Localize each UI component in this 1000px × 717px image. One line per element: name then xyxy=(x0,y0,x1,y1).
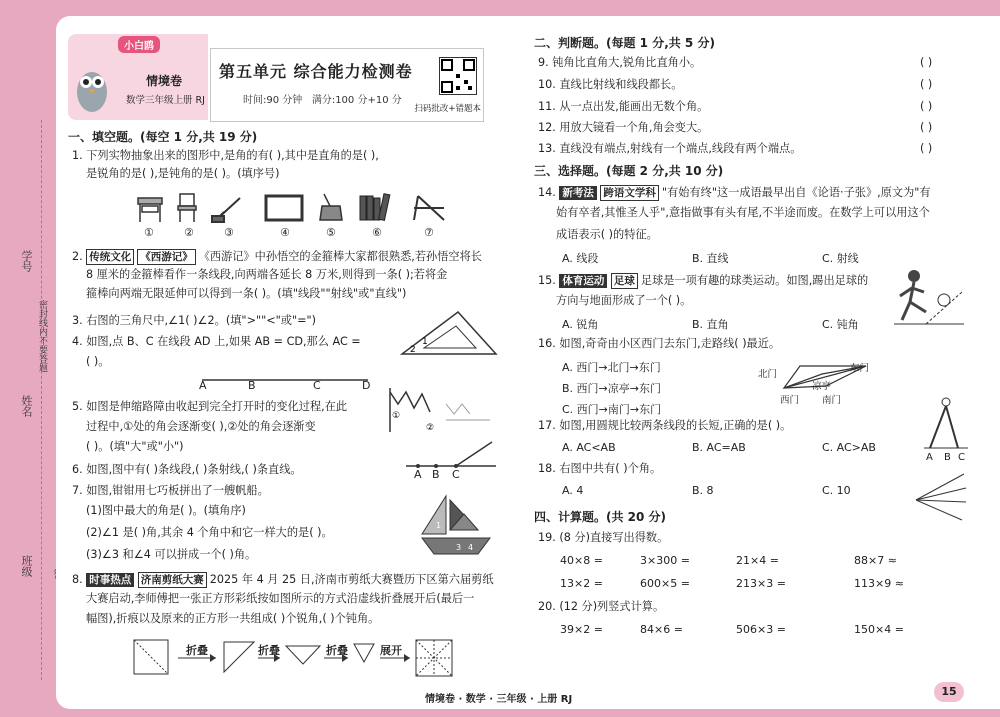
q14-line1: 14. 新考法 跨语文学科 "有始有终"这一成语最早出自《论语·子张》,原文为"有 xyxy=(538,186,931,199)
map-north-gate: 北门 xyxy=(758,369,778,380)
q14-option-b[interactable]: B. 直线 xyxy=(692,252,729,265)
q12-text: 12. 用放大镜看一个角,角会变大。 xyxy=(538,121,709,134)
q6-point-b: B xyxy=(432,468,440,481)
q1-item-7: ⑦ xyxy=(424,226,434,239)
q4-point-b: B xyxy=(248,379,256,392)
paper-title: 第五单元 综合能力检测卷 xyxy=(219,62,413,81)
svg-text:4: 4 xyxy=(468,543,474,552)
unfold-label: 展开 xyxy=(380,644,402,657)
calc-r3-c1: 39×2 = xyxy=(560,623,603,636)
q1-line1: 1. 下列实物抽象出来的图形中,是角的有( ),其中是直角的是( ), xyxy=(72,149,379,162)
desk-icon xyxy=(138,198,162,222)
q17-text: 17. 如图,用圆规比较两条线段的长短,正确的是( )。 xyxy=(538,419,792,432)
blackboard-icon xyxy=(266,196,302,220)
svg-text:3: 3 xyxy=(456,543,462,552)
q15-soccer-player-diagram xyxy=(892,266,966,328)
q6-text: 6. 如图,图中有( )条线段,( )条射线,( )条直线。 xyxy=(72,463,302,476)
q13-answer-blank[interactable]: ( ) xyxy=(920,142,933,155)
q15-option-c[interactable]: C. 钝角 xyxy=(822,318,859,331)
calc-r2-c4: 113×9 ≈ xyxy=(854,577,904,590)
q1-item-4: ④ xyxy=(280,226,290,239)
compass-set-square-icon xyxy=(414,196,444,220)
q2-tag2: 《西游记》 xyxy=(137,249,196,265)
q15-tag: 体育运动 xyxy=(559,274,607,288)
map-south-gate: 南门 xyxy=(822,395,842,406)
section-calc-heading: 四、计算题。(共 20 分) xyxy=(534,510,667,524)
calc-r1-c4: 88×7 ≈ xyxy=(854,554,897,567)
q4-point-c: C xyxy=(313,379,321,392)
paper-time-score xyxy=(243,91,402,106)
q8-text-a: 2025 年 4 月 25 日,济南市剪纸大赛暨历下区第六届剪纸 xyxy=(209,573,494,586)
q1-item-2: ② xyxy=(184,226,194,239)
svg-text:1: 1 xyxy=(422,337,428,347)
q3-triangle-ruler-diagram xyxy=(400,308,500,358)
margin-label-name: 姓名 xyxy=(20,395,33,417)
q16-option-a[interactable]: A. 西门→北门→东门 xyxy=(562,361,661,374)
q14-text-a: "有始有终"这一成语最早出自《论语·子张》,原文为"有 xyxy=(661,186,931,199)
calc-r1-c3: 21×4 = xyxy=(736,554,779,567)
margin-label-class: 班级 xyxy=(20,555,33,577)
svg-text:1: 1 xyxy=(436,521,442,530)
q14-line2: 始有卒者,其惟圣人乎",意指做事有头有尾,不半途而废。在数学上可以用这个 xyxy=(556,206,930,219)
q8-line2: 大赛启动,李师傅把一张正方形彩纸按如图所示的方式沿虚线折叠展开后(最后一 xyxy=(86,592,475,605)
q2-line1: 2. 传统文化 《西游记》 《西游记》中孙悟空的金箍棒大家都很熟悉,若孙悟空将长 xyxy=(72,250,482,263)
q5-line3: ( )。(填"大"或"小") xyxy=(86,440,184,453)
q1-item-6: ⑥ xyxy=(372,226,382,239)
fold-label-1: 折叠 xyxy=(186,644,208,657)
q14-option-c[interactable]: C. 射线 xyxy=(822,252,859,265)
q4-point-d: D xyxy=(362,379,371,392)
section-choice-heading: 三、选择题。(每题 2 分,共 10 分) xyxy=(534,164,724,178)
svg-text:②: ② xyxy=(426,423,435,433)
q19-text: 19. (8 分)直接写出得数。 xyxy=(538,531,669,544)
binding-margin xyxy=(0,0,56,717)
q2-line2: 8 厘米的金箍棒看作一条线段,向两端各延长 8 万米,则得到一条( );若将金 xyxy=(86,268,448,281)
q2-text-a: 《西游记》中孙悟空的金箍棒大家都很熟悉,若孙悟空将长 xyxy=(198,250,482,263)
q9-text: 9. 钝角比直角大,锐角比直角小。 xyxy=(538,56,702,69)
chair-icon xyxy=(178,194,196,222)
q5-line1: 5. 如图是伸缩路障由收起到完全打开时的变化过程,在此 xyxy=(72,400,348,413)
q1-item-5: ⑤ xyxy=(326,226,336,239)
q14-tag2: 跨语文学科 xyxy=(600,185,659,201)
q17-option-a[interactable]: A. AC<AB xyxy=(562,441,616,454)
q1-item-3: ③ xyxy=(224,226,234,239)
svg-text:2: 2 xyxy=(410,345,416,355)
q7-part3: (3)∠3 和∠4 可以拼成一个( )角。 xyxy=(86,548,257,561)
map-east-gate: 东门 xyxy=(850,363,870,374)
q8-folding-diagram xyxy=(130,636,456,678)
q16-option-b[interactable]: B. 西门→凉亭→东门 xyxy=(562,382,661,395)
q9-answer-blank[interactable]: ( ) xyxy=(920,56,933,69)
margin-label-student-id: 学号 xyxy=(20,250,33,272)
q15-text-a: 足球是一项有趣的球类运动。如图,踢出足球的 xyxy=(640,274,869,287)
svg-text:①: ① xyxy=(392,411,401,421)
q18-text: 18. 右图中共有( )个角。 xyxy=(538,462,662,475)
calc-r2-c2: 600×5 = xyxy=(640,577,690,590)
books-icon xyxy=(360,194,390,221)
q15-option-a[interactable]: A. 锐角 xyxy=(562,318,599,331)
q1-line2: 是锐角的是( ),是钝角的是( )。(填序号) xyxy=(86,167,280,180)
q8-tag: 时事热点 xyxy=(86,573,134,587)
q16-option-c[interactable]: C. 西门→南门→东门 xyxy=(562,403,662,416)
section-judge-heading: 二、判断题。(每题 1 分,共 5 分) xyxy=(534,36,715,50)
header-box xyxy=(210,48,484,122)
brand-subject: 数学三年级上册 RJ xyxy=(126,95,205,106)
calc-r2-c3: 213×3 = xyxy=(736,577,786,590)
q4-line2: ( )。 xyxy=(86,355,110,368)
q7-part2: (2)∠1 是( )角,其余 4 个角中和它一样大的是( )。 xyxy=(86,526,333,539)
brand-logo: 小白鸥 xyxy=(118,36,160,53)
q2-line3: 箍棒向两端无限延伸可以得到一条( )。(填"线段""射线"或"直线") xyxy=(86,287,407,300)
q18-option-a[interactable]: A. 4 xyxy=(562,484,584,497)
q10-answer-blank[interactable]: ( ) xyxy=(920,78,933,91)
q1-objects-drawing xyxy=(128,190,448,230)
q16-text: 16. 如图,奇奇由小区西门去东门,走路线( )最近。 xyxy=(538,337,781,350)
fold-label-3: 折叠 xyxy=(326,644,348,657)
q2-tag: 传统文化 xyxy=(86,249,134,265)
page-number: 15 xyxy=(934,682,964,702)
calc-r1-c1: 40×8 = xyxy=(560,554,603,567)
map-west-gate: 西门 xyxy=(780,395,800,406)
q20-text: 20. (12 分)列竖式计算。 xyxy=(538,600,665,613)
calc-r3-c4: 150×4 = xyxy=(854,623,904,636)
q11-answer-blank[interactable]: ( ) xyxy=(920,100,933,113)
q17-point-c: C xyxy=(958,452,965,463)
seal-dashed-line xyxy=(41,120,42,680)
q4-line1: 4. 如图,点 B、C 在线段 AD 上,如果 AB = CD,那么 AC = xyxy=(72,335,361,348)
section-fill-blank-heading: 一、填空题。(每空 1 分,共 19 分) xyxy=(68,130,258,144)
q18-option-c[interactable]: C. 10 xyxy=(822,484,851,497)
q8-line1: 8. 时事热点 济南剪纸大赛 2025 年 4 月 25 日,济南市剪纸大赛暨历下区第六届剪纸 xyxy=(72,573,494,586)
q6-point-c: C xyxy=(452,468,460,481)
q11-text: 11. 从一点出发,能画出无数个角。 xyxy=(538,100,709,113)
q14-option-a[interactable]: A. 线段 xyxy=(562,252,599,265)
q12-answer-blank[interactable]: ( ) xyxy=(920,121,933,134)
q7-text: 7. 如图,钳钳用七巧板拼出了一艘帆船。 xyxy=(72,484,269,497)
map-pavilion: 凉亭 xyxy=(812,381,832,392)
q4-segment-diagram xyxy=(196,376,376,394)
brand-panel xyxy=(68,34,208,120)
paper-score: 满分:100 分+10 分 xyxy=(311,95,402,106)
calc-r3-c3: 506×3 = xyxy=(736,623,786,636)
q15-tag2: 足球 xyxy=(611,273,638,289)
fold-label-2: 折叠 xyxy=(258,644,280,657)
q4-point-a: A xyxy=(199,379,207,392)
q14-tag: 新考法 xyxy=(559,186,597,200)
q1-item-1: ① xyxy=(144,226,154,239)
q10-text: 10. 直线比射线和线段都长。 xyxy=(538,78,683,91)
q7-part1: (1)图中最大的角是( )。(填角序) xyxy=(86,504,246,517)
paper-time: 时间:90 分钟 xyxy=(243,95,303,106)
brand-series: 情境卷 xyxy=(146,74,183,88)
q8-tag2: 济南剪纸大赛 xyxy=(138,572,207,588)
q17-option-b[interactable]: B. AC=AB xyxy=(692,441,746,454)
q7-tangram-boat-diagram xyxy=(416,494,496,560)
q15-option-b[interactable]: B. 直角 xyxy=(692,318,729,331)
hoe-icon xyxy=(212,198,240,222)
q1-objects xyxy=(128,190,448,242)
q5-line2: 过程中,①处的角会逐渐变( ),②处的角会逐渐变 xyxy=(86,420,316,433)
q3-text: 3. 右图的三角尺中,∠1( )∠2。(填">""<"或"=") xyxy=(72,314,316,327)
qr-code-icon[interactable] xyxy=(439,57,477,95)
margin-seal-note: 密封线内不要答题 xyxy=(37,300,47,372)
q18-angles-diagram xyxy=(912,470,968,526)
dustpan-icon xyxy=(320,194,342,220)
q17-option-c[interactable]: C. AC>AB xyxy=(822,441,876,454)
q17-point-b: B xyxy=(944,452,951,463)
page-footer: 情境卷 · 数学 · 三年级 · 上册 RJ xyxy=(425,694,573,705)
q18-option-b[interactable]: B. 8 xyxy=(692,484,714,497)
qr-label: 扫码批改+错题本 xyxy=(414,104,481,114)
q6-point-a: A xyxy=(414,468,422,481)
q17-compass-diagram xyxy=(922,396,970,454)
q15-line2: 方向与地面形成了一个( )。 xyxy=(556,294,692,307)
q17-point-a: A xyxy=(926,452,933,463)
q8-line3: 幅图),折痕以及原来的正方形一共组成( )个锐角,( )个钝角。 xyxy=(86,612,380,625)
calc-r1-c2: 3×300 = xyxy=(640,554,690,567)
q5-roadblock-diagram xyxy=(386,384,496,436)
calc-r3-c2: 84×6 = xyxy=(640,623,683,636)
q15-line1: 15. 体育运动 足球 足球是一项有趣的球类运动。如图,踢出足球的 xyxy=(538,274,869,287)
mascot-icon xyxy=(74,56,110,114)
q14-line3: 成语表示( )的特征。 xyxy=(556,228,658,241)
calc-r2-c1: 13×2 = xyxy=(560,577,603,590)
q13-text: 13. 直线没有端点,射线有一个端点,线段有两个端点。 xyxy=(538,142,802,155)
